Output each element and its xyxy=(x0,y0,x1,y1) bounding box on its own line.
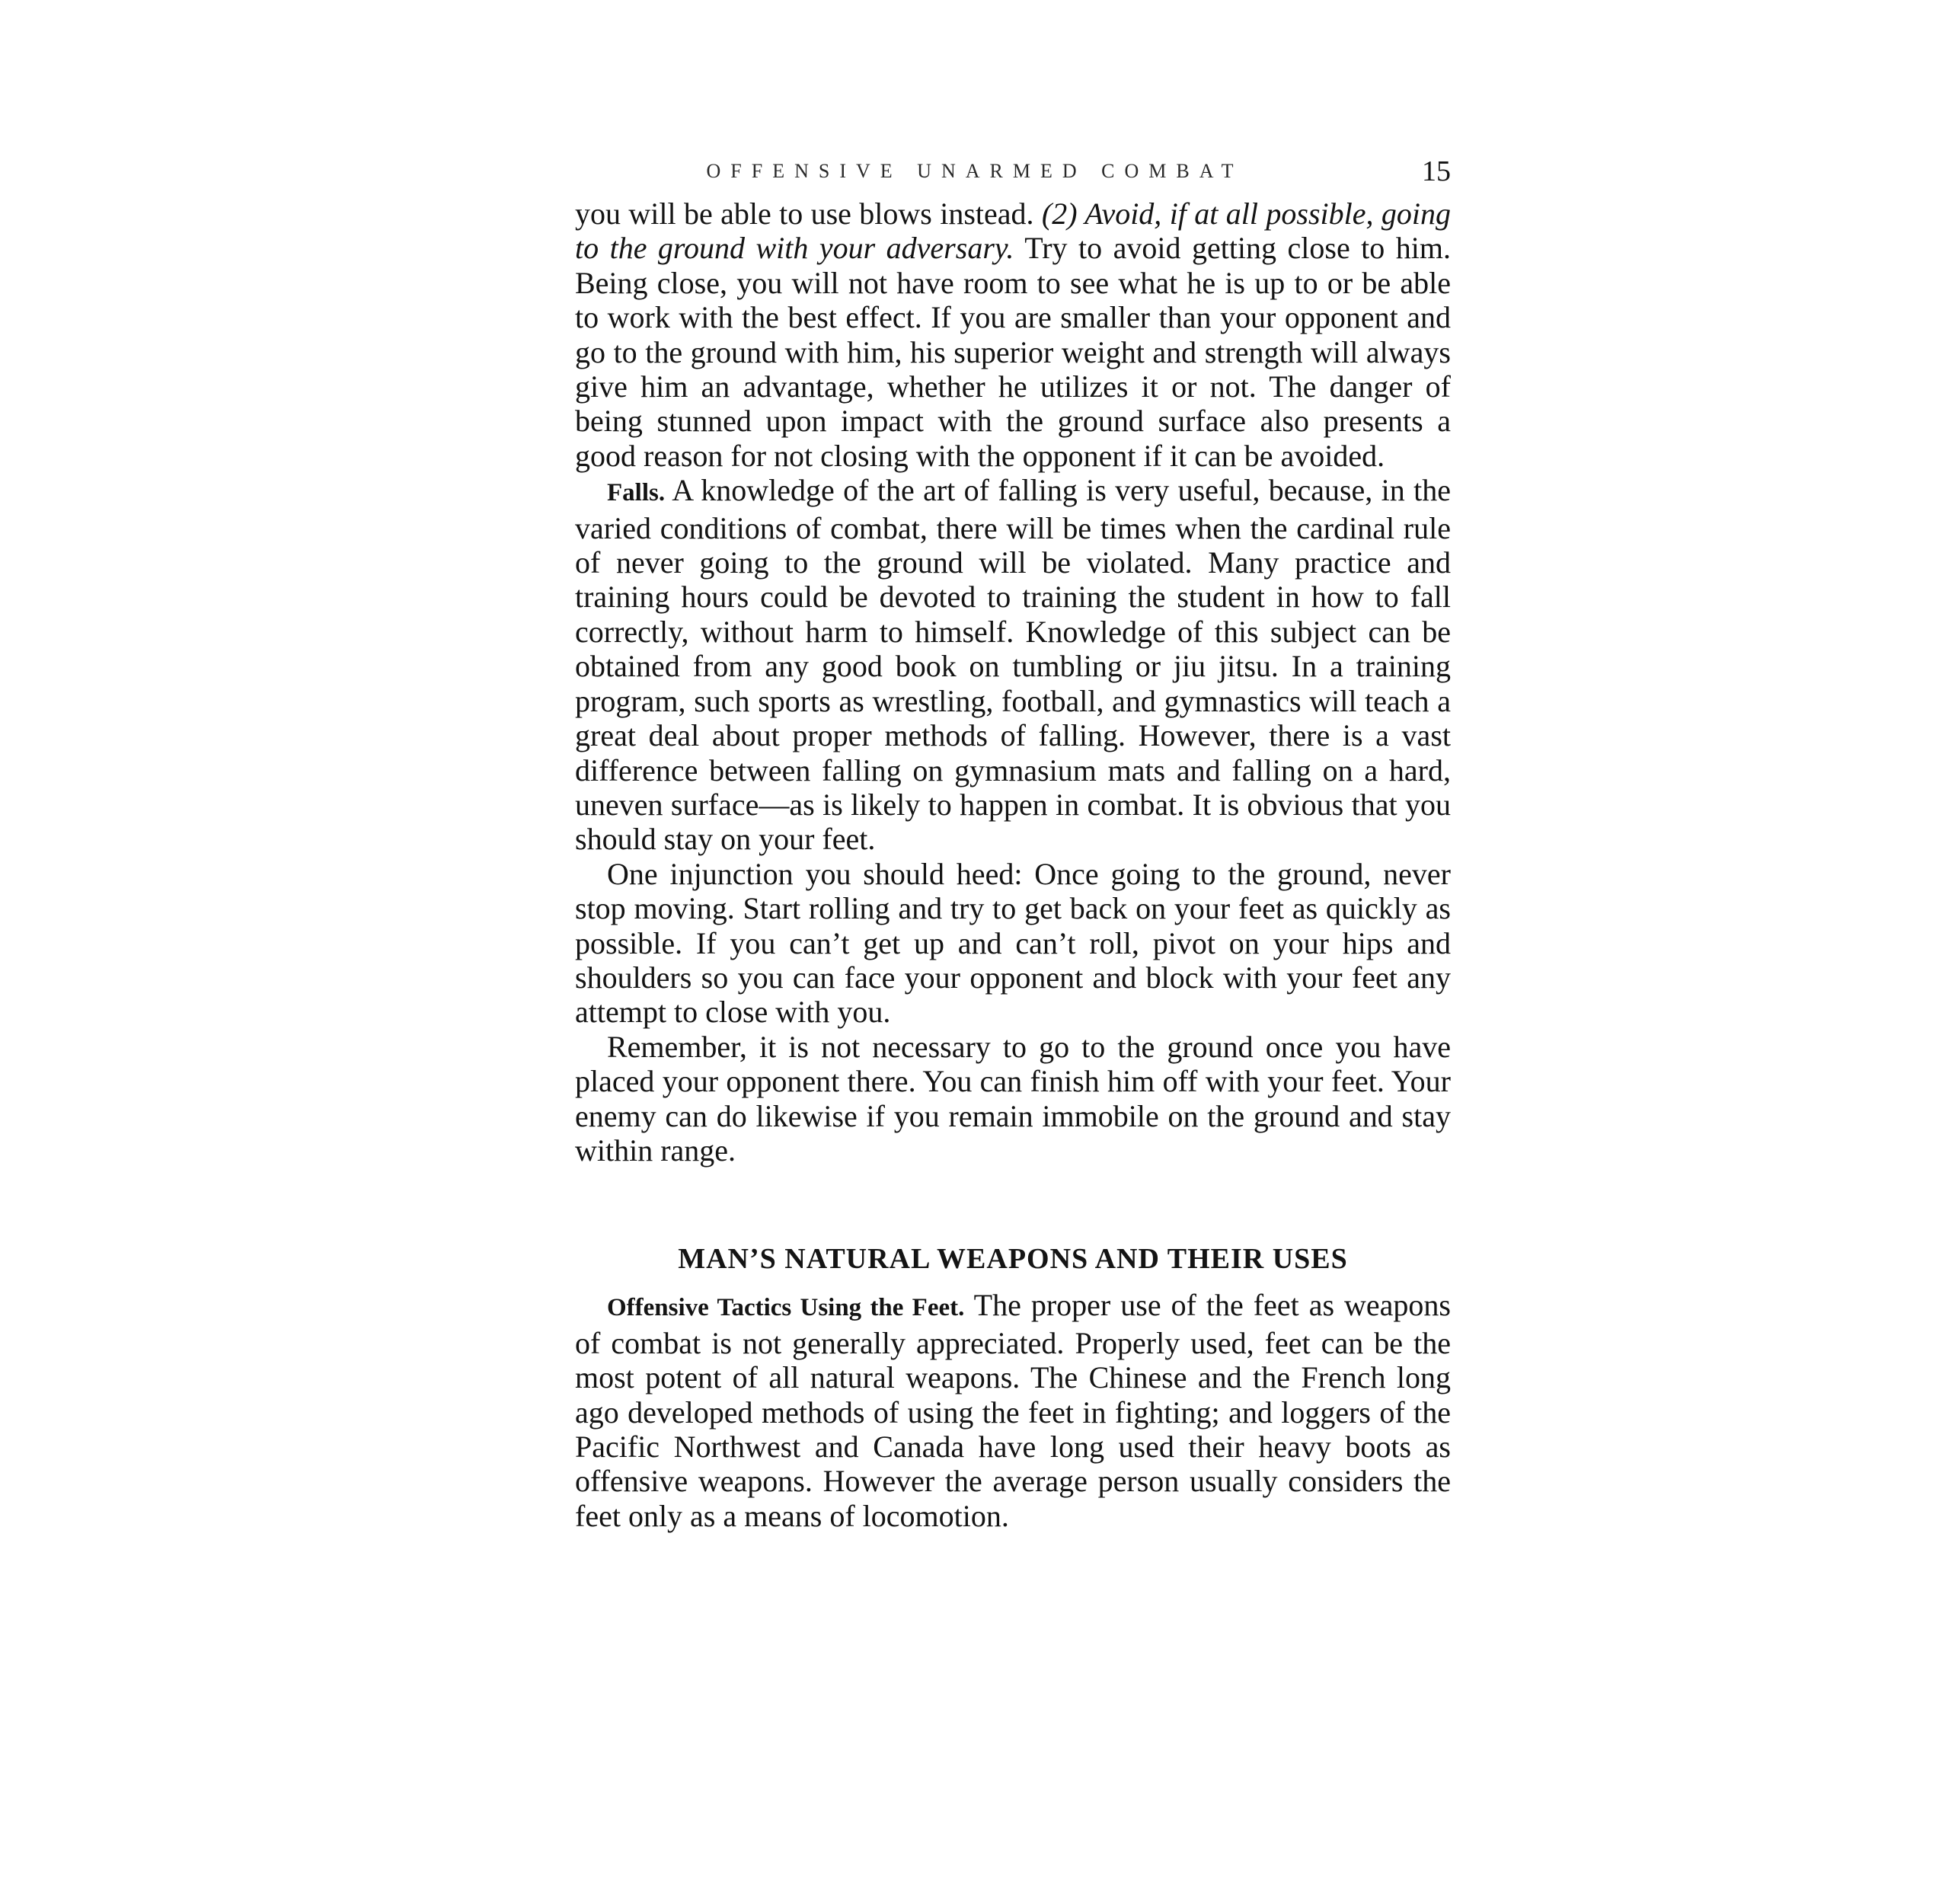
paragraph-offensive-tactics-feet xyxy=(575,1288,1451,1533)
running-head-title: OFFENSIVE UNARMED COMBAT xyxy=(706,160,1244,182)
section-spacer xyxy=(575,1168,1451,1241)
running-head xyxy=(575,152,1451,190)
rule-two-italic: (2) Avoid, if at all possible, going to the ground with your adversary. xyxy=(575,196,1451,266)
paragraph-injunction: One injunction you should heed: Once going to the ground, never stop moving. Start rolling and try to get back on your feet as quickly as possible. If you can’t get up and can’t roll, pivot on your hips and shoulders so you can face your opponent and block with your feet any attempt to close with you. xyxy=(575,856,1451,1030)
paragraph-text: Try to avoid getting close to him. Being close, you will not have room to see what he is up to or be able to work with the best effect. If you are smaller than your opponent and go to the ground with him, his superior weight and strength will always give him an advantage, whether he utilizes it or not. The danger of being stunned upon impact with the ground surface also presents a good reason for not closing with the opponent if it can be avoided. xyxy=(575,231,1451,473)
paragraph-text: The proper use of the feet as weapons of combat is not generally appreciated. Properly used, feet can be the most potent of all natural weapons. The Chinese and the French long ago developed methods of using the feet in fighting; and loggers of the Pacific Northwest and Canada have long used their heavy boots as offensive weapons. However the average person usually considers the feet only as a means of locomotion. xyxy=(575,1288,1451,1533)
falls-run-in-heading: Falls. xyxy=(607,479,666,507)
paragraph-remember: Remember, it is not necessary to go to the ground once you have placed your opponent there. You can finish him off with your feet. Your enemy can do likewise if you remain immobile on the ground and stay within range. xyxy=(575,1029,1451,1168)
paragraph-text: you will be able to use blows instead. xyxy=(575,196,1042,231)
book-page xyxy=(575,152,1451,1767)
paragraph-falls xyxy=(575,473,1451,856)
body-text xyxy=(575,196,1451,1533)
offensive-tactics-run-in-heading: Offensive Tactics Using the Feet. xyxy=(607,1294,965,1322)
page-number: 15 xyxy=(1422,155,1451,187)
section-heading: MAN’S NATURAL WEAPONS AND THEIR USES xyxy=(678,1243,1348,1276)
paragraph-text: A knowledge of the art of falling is very useful, because, in the varied conditions of combat, there will be times when the cardinal rule of never going to the ground will be violated. Many practice and training hours could be devoted to training the student in how to fall correctly, without harm to himself. Knowledge of this subject can be obtained from any good book on tumbling or jiu jitsu. In a training program, such sports as wrestling, football, and gymnastics will teach a great deal about proper methods of falling. However, there is a vast difference between falling on gymnasium mats and falling on a hard, uneven surface—as is likely to happen in combat. It is obvious that you should stay on your feet. xyxy=(575,473,1451,857)
paragraph-ground-avoidance xyxy=(575,196,1451,473)
